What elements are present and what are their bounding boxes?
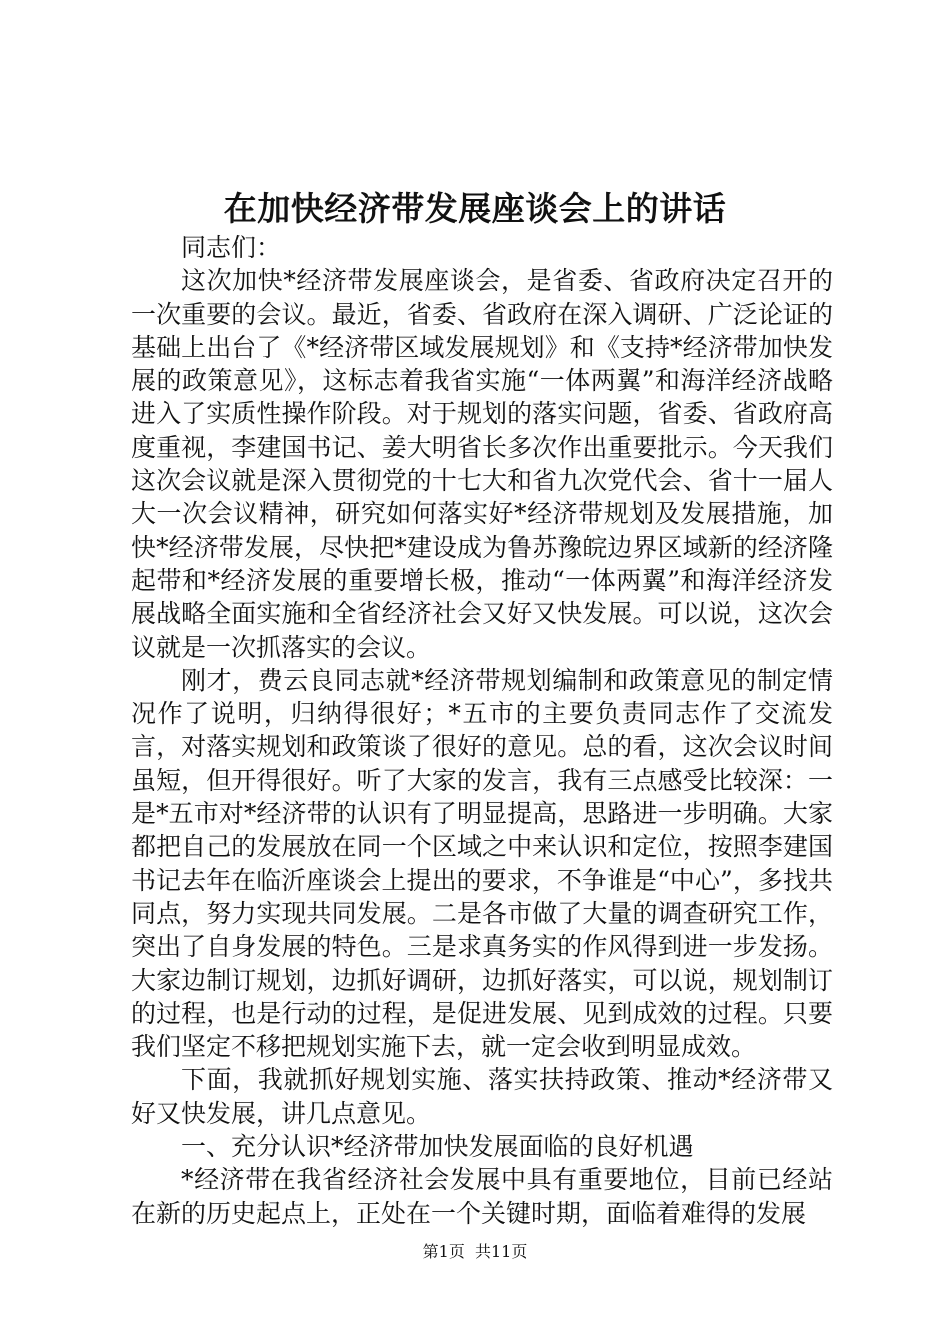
section-heading-1: 一、充分认识*经济带加快发展面临的良好机遇 [181, 1132, 694, 1162]
paragraph-4: *经济带在我省经济社会发展中具有重要地位，目前已经站在新的历史起点上，正处在一个关键时期，面临着难得的发展 [131, 1165, 833, 1228]
paragraph-2: 刚才，费云良同志就*经济带规划编制和政策意见的制定情况作了说明，归纳得很好；*五市的主要负责同志作了交流发言，对落实规划和政策谈了很好的意见。总的看，这次会议时间虽短，但开得很好。听了大家的发言，我有三点感受比较深：一是*五市对*经济带的认识有了明显提高，思路进一步明确。大家都把自己的发展放在同一个区域之中来认识和定位，按照李建国书记去年在临沂座谈会上提出的要求，不争谁是“中心”，多找共同点，努力实现共同发展。二是各市做了大量的调查研究工作，突出了自身发展的特色。三是求真务实的作风得到进一步发扬。大家边制订规划，边抓好调研，边抓好落实，可以说，规划制订的过程，也是行动的过程，是促进发展、见到成效的过程。只要我们坚定不移把规划实施下去，就一定会收到明显成效。 [131, 665, 833, 1062]
paragraph-1: 这次加快*经济带发展座谈会，是省委、省政府决定召开的一次重要的会议。最近，省委、省政府在深入调研、广泛论证的基础上出台了《*经济带区域发展规划》和《支持*经济带加快发展的政策意见》，这标志着我省实施“一体两翼”和海洋经济战略进入了实质性操作阶段。对于规划的落实问题，省委、省政府高度重视，李建国书记、姜大明省长多次作出重要批示。今天我们这次会议就是深入贯彻党的十七大和省九次党代会、省十一届人大一次会议精神，研究如何落实好*经济带规划及发展措施，加快*经济带发展，尽快把*建设成为鲁苏豫皖边界区域新的经济隆起带和*经济发展的重要增长极，推动“一体两翼”和海洋经济发展战略全面实施和全省经济社会又好又快发展。可以说，这次会议就是一次抓落实的会议。 [131, 266, 833, 662]
salutation: 同志们： [181, 233, 282, 262]
document-body [131, 231, 833, 1230]
document-title: 在加快经济带发展座谈会上的讲话 [223, 189, 727, 228]
paragraph-3: 下面，我就抓好规划实施、落实扶持政策、推动*经济带又好又快发展，讲几点意见。 [131, 1065, 833, 1128]
page-footer: 第1页 共11页 [422, 1242, 528, 1261]
